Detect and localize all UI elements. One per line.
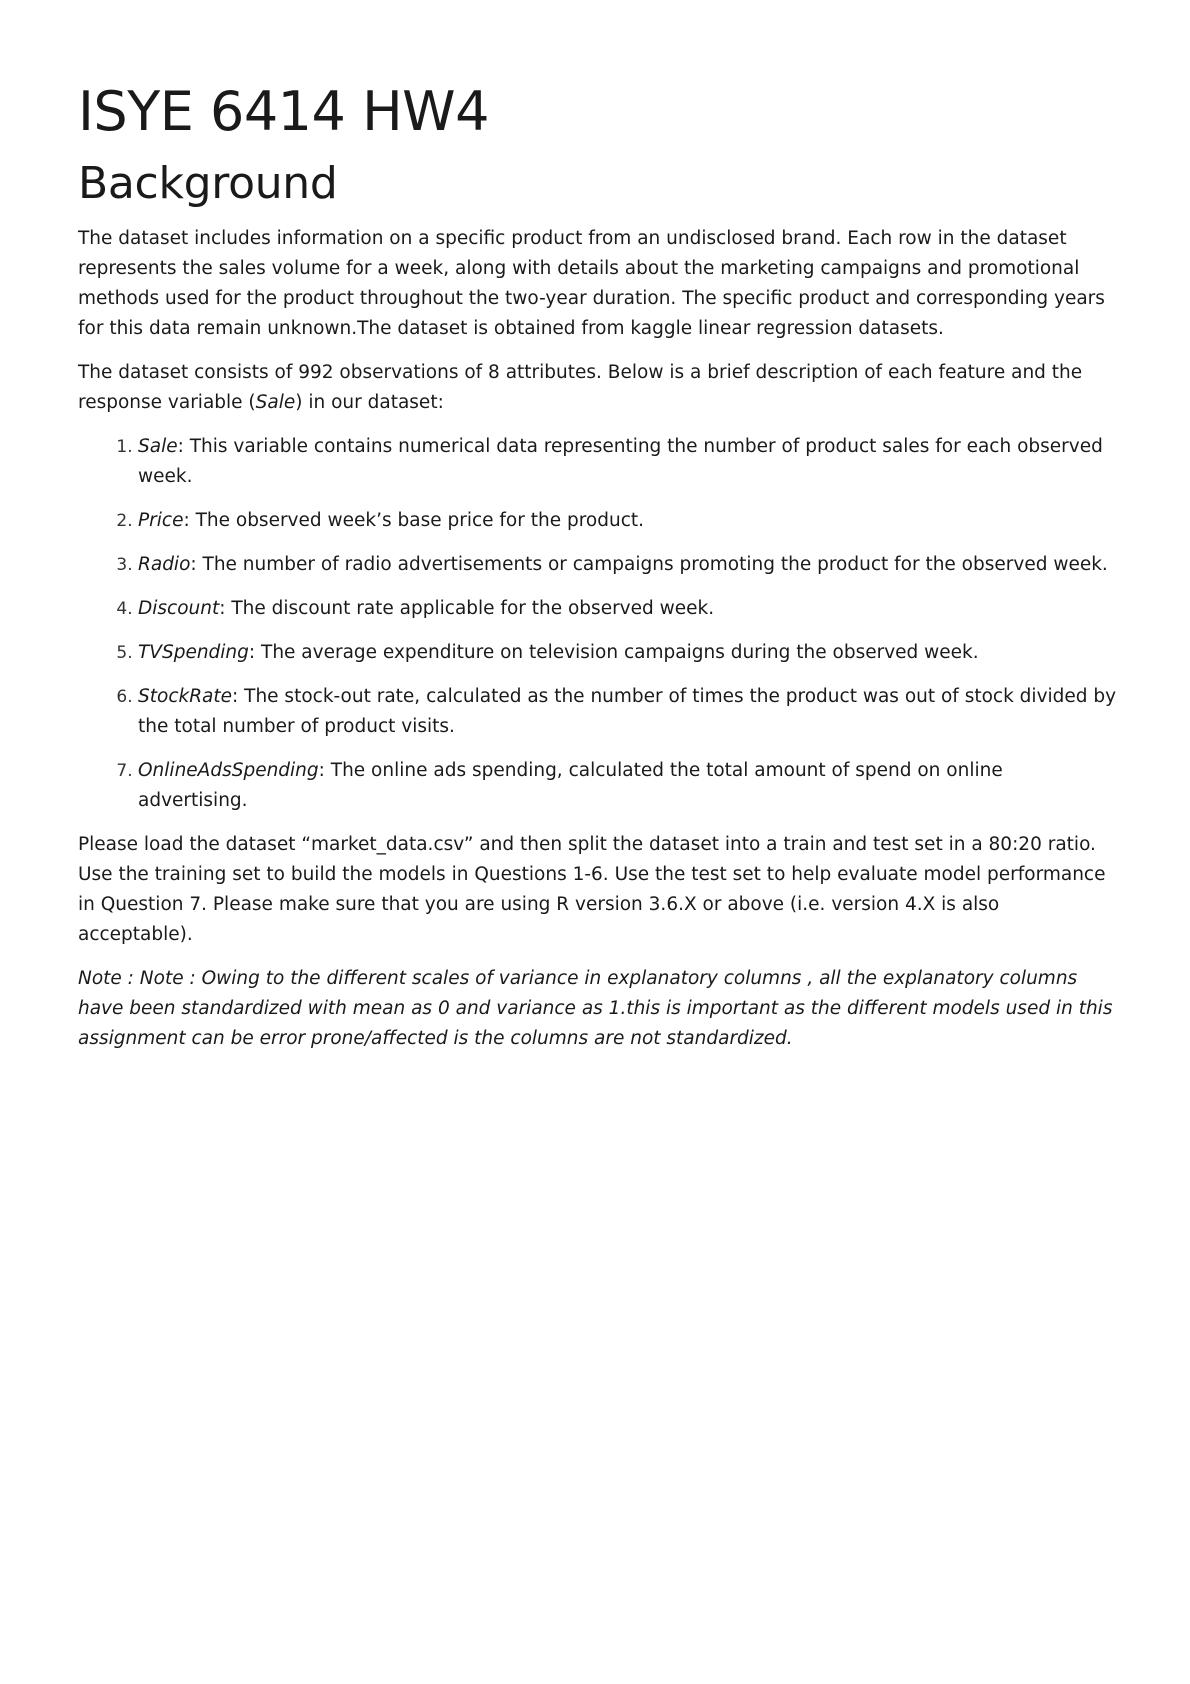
feature-item-onlineadsspending (138, 756, 1118, 816)
feature-item-sale (138, 432, 1118, 492)
feature-name: OnlineAdsSpending (138, 760, 319, 781)
instructions-paragraph: Please load the dataset “market_data.csv” and then split the dataset into a train and test set in a 80:20 ratio. Use the training set to build the models in Questions 1-6. Use the test set to help evaluate model performance in Question 7. Please make sure that you are using R version 3.6.X or above (i.e. version 4.X is also acceptable). (78, 834, 1106, 945)
dataset-paragraph (78, 358, 1118, 418)
feature-name: Sale (138, 436, 178, 457)
feature-item-tvspending (138, 638, 1118, 668)
feature-list (78, 432, 1118, 816)
response-variable-name: Sale (255, 392, 296, 413)
feature-description: : This variable contains numerical data representing the number of product sales for each observed week. (138, 436, 1103, 487)
feature-name: Discount (138, 598, 220, 619)
feature-description: : The stock-out rate, calculated as the number of times the product was out of stock divided by the total number of product visits. (138, 686, 1117, 737)
intro-paragraph: The dataset includes information on a specific product from an undisclosed brand. Each row in the dataset represents the sales volume for a week, along with details about the marketing campaigns and promotional methods used for the product throughout the two-year duration. The specific product and corresponding years for this data remain unknown.The dataset is obtained from kaggle linear regression datasets. (78, 228, 1105, 339)
feature-description: : The average expenditure on television campaigns during the observed week. (248, 642, 979, 663)
document-title: ISYE 6414 HW4 (78, 80, 489, 143)
feature-description: : The observed week’s base price for the product. (183, 510, 645, 531)
feature-description: : The discount rate applicable for the observed week. (219, 598, 715, 619)
feature-item-stockrate (138, 682, 1118, 742)
dataset-paragraph-before: The dataset consists of 992 observations of 8 attributes. Below is a brief description of each feature and the response variable ( (78, 362, 1083, 413)
feature-item-discount (138, 594, 1118, 624)
document-page (78, 80, 1118, 1068)
feature-name: Radio (138, 554, 191, 575)
feature-name: TVSpending (138, 642, 249, 663)
feature-name: StockRate (138, 686, 233, 707)
feature-description: : The number of radio advertisements or campaigns promoting the product for the observed week. (190, 554, 1108, 575)
note-paragraph: Note : Note : Owing to the different scales of variance in explanatory columns , all the explanatory columns have been standardized with mean as 0 and variance as 1.this is important as the different models used in this assignment can be error prone/affected is the columns are not standardized. (78, 968, 1113, 1049)
feature-item-radio (138, 550, 1118, 580)
feature-item-price (138, 506, 1118, 536)
section-heading-background: Background (78, 158, 338, 209)
feature-description: : The online ads spending, calculated the total amount of spend on online advertising. (138, 760, 1003, 811)
feature-name: Price (138, 510, 184, 531)
dataset-paragraph-after: ) in our dataset: (295, 392, 444, 413)
